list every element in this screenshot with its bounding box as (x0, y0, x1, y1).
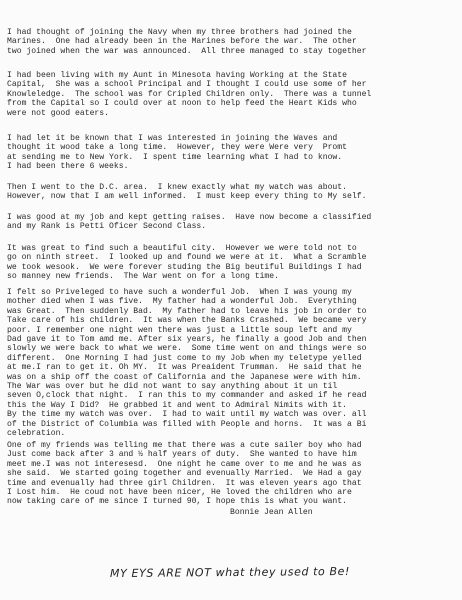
paragraph-dc: Then I went to the D.C. area. I knew exactly what my watch was about. However, now that I am well informed. I must keep every thing to My self. (7, 183, 367, 202)
paragraph-minnesota: I had been living with my Aunt in Minesota having Working at the State Capital, She was a school Principal and I thought I could use some of her Knowleledge. The school was for Cripled Children only. There was a tunnel from the Capital so I could over at noon to help feed the Heart Kids who were not good eaters. (7, 71, 372, 118)
paragraph-navy: I had thought of joining the Navy when my three brothers had joined the Marines. One had already been in the Marines before the war. The other two joined when the war was announced. All three managed to stay together (7, 28, 367, 56)
paragraph-war-end: I felt so Priveleged to have such a wonderful Job. When I was young my mother died when I was five. My father had a wonderful Job. Everything was Great. Then suddenly Bad. My father had to leave his job in order to Take care of his children. It was when the Banks Crashed. We became very poor. I remember one night wen there was just a little soup left and my Dad gave it to Tom amd me. After six years, he finally a good Job and then slowly we were back to what we were. Some time went on and things were so different. One Morning I had just come to my Job when my teletype yelled at me.I ran to get it. Oh MY. It was Preaident Trumman. He said that he was on a ship off the coast of California and the Japanese were with him. The War was over but he did not want to say anything about it un til seven O,clock that night. I ran this to my commander and asked if he read this the Way I Did? He grabbed it and went to Admiral Nimits with it. By the time my watch was over. I had to wait until my watch was over. all of the District of Columbia was filled with People and horns. It was a Bi celebration. (7, 288, 367, 439)
handwritten-note: MY EYS ARE NOT what they used to Be! (109, 564, 351, 581)
signature: Bonnie Jean Allen (230, 508, 313, 517)
paragraph-husband: One of my friends was telling me that there was a cute sailer boy who had Just come back after 3 and ½ half years of duty. She wanted to have him meet me.I was not interesesd. One night he came over to me and he was as she said. We started going together and evenually Married. We Had a gay time and evenually had three girl Children. It was eleven years ago that I Lost him. He coud not have been nicer, He loved the children who are now taking care of me since I turned 90, I hope this is what you want. (7, 441, 362, 507)
paragraph-waves: I had let it be known that I was interested in joining the Waves and thought it wood take a long time. However, they were Were very Promt at sending me to New York. I spent time learning what I had to know. I had been there 6 weeks. (7, 134, 347, 172)
paragraph-rank: I was good at my job and kept getting raises. Have now become a classified and my Rank is Petti Oficer Second Class. (7, 213, 372, 232)
paragraph-city: It was great to find such a beautiful city. However we were told not to go on ninth street. I looked up and found we were at it. What a Scramble we took wesook. We were forever studing the Big beutiful Buildings I had so manney new friends. The War went on for a long time. (7, 244, 367, 282)
